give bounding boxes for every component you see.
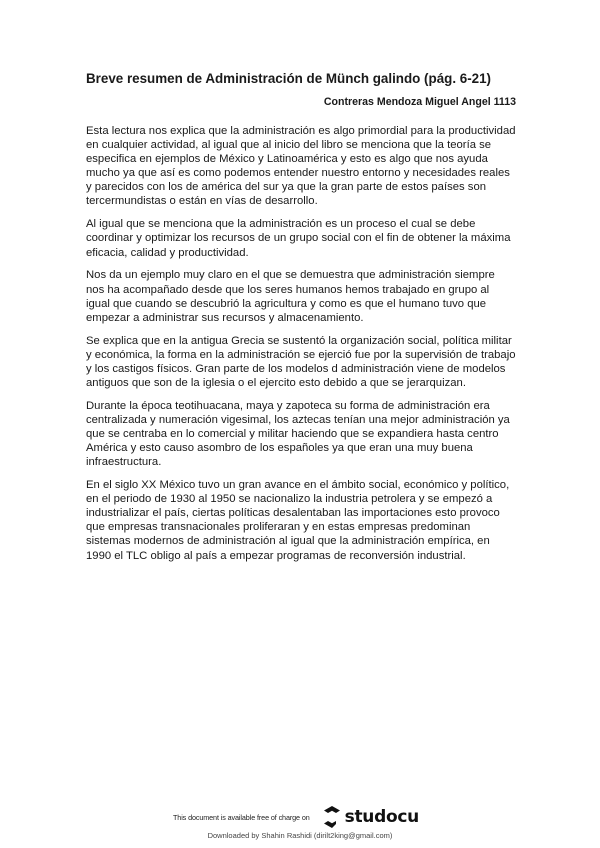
document-body bbox=[86, 124, 516, 563]
studocu-logo-icon bbox=[322, 805, 342, 829]
availability-row bbox=[173, 804, 419, 830]
paragraph: Se explica que en la antigua Grecia se sustentó la organización social, política militar y económica, la forma en la administración se ejerció fue por la supervisión de trabajo y los castigos físicos. Gran parte de los modelos d administración viene de modelos antiguos que son de la iglesia o el ejercito esto debido a que se jerarquizan. bbox=[86, 334, 516, 389]
availability-text: This document is available free of charge on bbox=[173, 812, 310, 822]
paragraph: En el siglo XX México tuvo un gran avance en el ámbito social, económico y político, en el periodo de 1930 al 1950 se nacionalizo la industria petrolera y se empezó a industrializar el país, ciertas políticas desalentaban las importaciones esto provoco que empresas transnacionales proliferaran y en estas empresas predominan sistemas modernos de administración al igual que la administración empírica, en 1990 el TLC obligo al país a empezar programas de reconversión industrial. bbox=[86, 479, 510, 562]
paragraph: Esta lectura nos explica que la administración es algo primordial para la productividad en cualquier actividad, al igual que al inicio del libro se menciona que la teoría se especifica en ejemplos de México y Latinoamérica y esto es algo que nos ayuda mucho ya que así es como podemos entender nuestro entorno y necesidades reales y parecidos con los de américa del sur ya que la gran parte de estos países son tercermundistas o están en vías de desarrollo. bbox=[86, 125, 516, 208]
paragraph: Nos da un ejemplo muy claro en el que se demuestra que administración siempre nos ha acompañado desde que los seres humanos hemos trabajado en grupo al igual que cuando se descubrió la agricultura y como es que el humano tuvo que empezar a administrar sus recursos y almacenamiento. bbox=[86, 269, 495, 324]
paragraph: Al igual que se menciona que la administración es un proceso el cual se debe coordinar y optimizar los recursos de un grupo social con el fin de obtener la máxima eficacia, calidad y productividad. bbox=[86, 218, 511, 259]
document-footer bbox=[0, 800, 600, 848]
paragraph: Durante la época teotihuacana, maya y zapoteca su forma de administración era centralizada y numeración vigesimal, los aztecas tenían una mejor administración ya que se centraba en lo comercial y militar haciendo que se expandiera hasta centro América y esto causo asombro de los españoles ya que eran una muy buena infraestructura. bbox=[86, 399, 510, 469]
downloaded-by-text: Downloaded by Shahin Rashidi (dirilt2king@gmail.com) bbox=[207, 831, 393, 840]
document-page bbox=[86, 70, 516, 571]
document-title: Breve resumen de Administración de Münch galindo (pág. 6-21) bbox=[86, 71, 492, 86]
document-author: Contreras Mendoza Miguel Angel 1113 bbox=[323, 96, 516, 108]
studocu-wordmark: studocu bbox=[344, 807, 419, 827]
studocu-brand-link[interactable] bbox=[322, 805, 419, 829]
